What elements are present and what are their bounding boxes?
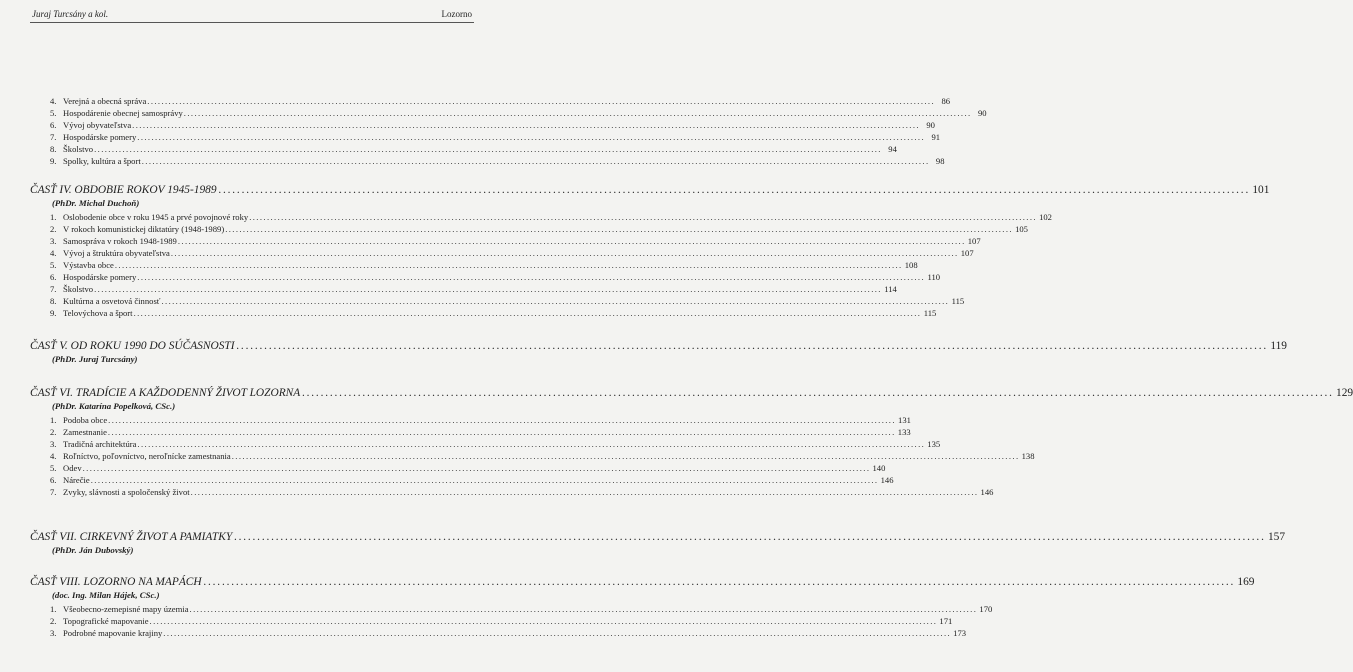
- dot-leader: ..............................................................................................................................................................................................................................: [94, 144, 882, 154]
- entry-number: 7.: [50, 132, 57, 142]
- entry-title: Výstavba obce: [63, 260, 114, 270]
- entry-page-number: 114: [884, 284, 897, 294]
- entry-page-number: 140: [872, 463, 886, 473]
- dot-leader: ..............................................................................................................................................................................................................................: [90, 475, 879, 485]
- part-page-number: 157: [1267, 531, 1286, 543]
- entry-page-number: 107: [960, 248, 974, 258]
- entry-title: Verejná a obecná správa: [63, 96, 147, 106]
- running-head-place: Lozorno: [441, 9, 472, 19]
- entry-page-number: 115: [951, 296, 965, 306]
- entry-title: Tradičná architektúra: [63, 439, 137, 449]
- entry-number: 5.: [50, 260, 57, 270]
- toc-entry: [50, 627, 967, 639]
- part-heading: [30, 339, 1287, 353]
- entry-title: Všeobecno-zemepisné mapy územia: [63, 604, 189, 614]
- dot-leader: ..............................................................................................................................................................................................................................: [107, 427, 896, 437]
- entry-page-number: 173: [953, 628, 967, 638]
- dot-leader: ..............................................................................................................................................................................................................................: [82, 463, 871, 473]
- entry-page-number: 115: [923, 308, 937, 318]
- entry-title: Topografické mapovanie: [63, 616, 149, 626]
- table-of-contents: [30, 95, 1353, 639]
- part-author: (PhDr. Ján Dubovský): [52, 545, 134, 555]
- part-page-number: 169: [1237, 576, 1255, 588]
- entry-number: 2.: [50, 616, 57, 626]
- entry-title: Hospodárenie obecnej samosprávy: [63, 108, 183, 118]
- entry-page-number: 170: [979, 604, 993, 614]
- running-head-author: Juraj Turcsány a kol.: [32, 9, 109, 19]
- entry-number: 6.: [50, 120, 57, 130]
- entry-title: Nárečie: [63, 475, 90, 485]
- toc-entry: [50, 247, 974, 259]
- part-author: (PhDr. Juraj Turcsány): [52, 354, 138, 364]
- toc-entry: [50, 603, 993, 615]
- part-title: ČASŤ IV. OBDOBIE ROKOV 1945-1989: [30, 184, 217, 196]
- toc-entry: [50, 155, 945, 167]
- part-title: ČASŤ VII. CIRKEVNÝ ŽIVOT A PAMIATKY: [30, 531, 233, 543]
- dot-leader: ..............................................................................................................................................................................................................................: [163, 628, 952, 638]
- part-heading: [30, 575, 1255, 589]
- dot-leader: ..............................................................................................................................................................................................................................: [141, 156, 930, 166]
- dot-leader: ..............................................................................................................................................................................................................................: [149, 616, 938, 626]
- part-author: (PhDr. Michal Duchoň): [52, 198, 140, 208]
- dot-leader: ..............................................................................................................................................................................................................................: [133, 308, 922, 318]
- entry-title: Vývoj obyvateľstva: [63, 120, 132, 130]
- entry-title: Školstvo: [63, 284, 94, 294]
- entry-page-number: 105: [1015, 224, 1028, 234]
- entry-title: Zvyky, slávnosti a spoločenský život: [63, 487, 190, 497]
- entry-title: Odev: [63, 463, 82, 473]
- entry-title: Telovýchova a šport: [63, 308, 133, 318]
- entry-number: 3.: [50, 439, 57, 449]
- entry-page-number: 146: [880, 475, 894, 485]
- entry-number: 9.: [50, 308, 57, 318]
- toc-entry: [50, 474, 894, 486]
- dot-leader: ..............................................................................................................................................................................................................................: [190, 487, 979, 497]
- entry-page-number: 94: [888, 144, 897, 154]
- toc-entry: [50, 462, 886, 474]
- toc-entry: [50, 438, 941, 450]
- entry-title: Spolky, kultúra a šport: [63, 156, 141, 166]
- dot-leader: ..............................................................................................................................................................................................................................: [147, 96, 936, 106]
- entry-page-number: 131: [898, 415, 911, 425]
- entry-title: Oslobodenie obce v roku 1945 a prvé povojnové roky: [63, 212, 249, 222]
- toc-entry: [50, 235, 981, 247]
- entry-title: Zamestnanie: [63, 427, 107, 437]
- entry-number: 7.: [50, 284, 57, 294]
- entry-page-number: 86: [941, 96, 951, 106]
- toc-entry: [50, 223, 1028, 235]
- entry-page-number: 90: [926, 120, 935, 130]
- dot-leader: ..............................................................................................................................................................................................................................: [170, 248, 959, 258]
- entry-number: 6.: [50, 475, 57, 485]
- part-title: ČASŤ VI. TRADÍCIE A KAŽDODENNÝ ŽIVOT LOZORNA: [30, 387, 301, 399]
- toc-entry: [50, 615, 953, 627]
- dot-leader: ..............................................................................................................................................................................................................................: [114, 260, 903, 270]
- entry-title: V rokoch komunistickej diktatúry (1948-1989): [63, 224, 225, 234]
- entry-page-number: 90: [977, 108, 987, 118]
- entry-number: 3.: [50, 236, 57, 246]
- part-author: (doc. Ing. Milan Hájek, CSc.): [52, 590, 160, 600]
- entry-number: 1.: [50, 415, 57, 425]
- entry-number: 8.: [50, 296, 57, 306]
- entry-page-number: 108: [904, 260, 918, 270]
- toc-entry: [50, 119, 935, 131]
- toc-entry: [50, 486, 994, 498]
- dot-leader: ..............................................................................................................................................................................................................................: [183, 108, 972, 118]
- dot-leader: ..............................................................................................................................................................................................................................: [137, 132, 926, 142]
- toc-entry: [50, 426, 911, 438]
- dot-leader: ..............................................................................................................................................................................................................................: [234, 531, 1266, 543]
- entry-number: 4.: [50, 248, 57, 258]
- dot-leader: ..............................................................................................................................................................................................................................: [108, 415, 896, 425]
- dot-leader: ..............................................................................................................................................................................................................................: [137, 439, 926, 449]
- entry-page-number: 110: [927, 272, 941, 282]
- dot-leader: ..............................................................................................................................................................................................................................: [177, 236, 966, 246]
- dot-leader: ..............................................................................................................................................................................................................................: [236, 340, 1269, 352]
- entry-page-number: 107: [967, 236, 981, 246]
- entry-page-number: 135: [927, 439, 941, 449]
- entry-title: Podoba obce: [63, 415, 108, 425]
- entry-number: 1.: [50, 212, 57, 222]
- entry-page-number: 91: [931, 132, 941, 142]
- dot-leader: ..............................................................................................................................................................................................................................: [249, 212, 1037, 222]
- part-title: ČASŤ V. OD ROKU 1990 DO SÚČASNOSTI: [30, 340, 235, 352]
- entry-number: 7.: [50, 487, 57, 497]
- entry-number: 6.: [50, 272, 57, 282]
- dot-leader: ..............................................................................................................................................................................................................................: [203, 576, 1236, 588]
- entry-number: 3.: [50, 628, 57, 638]
- entry-title: Školstvo: [63, 144, 94, 154]
- dot-leader: ..............................................................................................................................................................................................................................: [132, 120, 920, 130]
- part-page-number: 101: [1252, 184, 1270, 196]
- dot-leader: ..............................................................................................................................................................................................................................: [137, 272, 926, 282]
- toc-entry: [50, 283, 897, 295]
- entry-number: 5.: [50, 463, 57, 473]
- dot-leader: ..............................................................................................................................................................................................................................: [94, 284, 882, 294]
- entry-number: 1.: [50, 604, 57, 614]
- entry-title: Hospodárske pomery: [63, 132, 137, 142]
- part-heading: [30, 386, 1353, 400]
- entry-number: 4.: [50, 451, 57, 461]
- entry-number: 8.: [50, 144, 57, 154]
- entry-page-number: 171: [939, 616, 953, 626]
- entry-number: 4.: [50, 96, 57, 106]
- entry-title: Podrobné mapovanie krajiny: [63, 628, 163, 638]
- toc-entry: [50, 259, 918, 271]
- toc-entry: [50, 131, 941, 143]
- dot-leader: ..............................................................................................................................................................................................................................: [218, 184, 1251, 196]
- entry-title: Roľníctvo, poľovníctvo, neroľnícke zamestnania: [63, 451, 231, 461]
- toc-entry: [50, 143, 897, 155]
- entry-title: Samospráva v rokoch 1948-1989: [63, 236, 177, 246]
- entry-title: Hospodárske pomery: [63, 272, 137, 282]
- toc-entry: [50, 307, 937, 319]
- entry-page-number: 138: [1021, 451, 1035, 461]
- part-title: ČASŤ VIII. LOZORNO NA MAPÁCH: [30, 576, 202, 588]
- toc-entry: [50, 450, 1035, 462]
- toc-entry: [50, 414, 911, 426]
- entry-number: 2.: [50, 427, 57, 437]
- part-page-number: 129: [1336, 387, 1353, 399]
- toc-entry: [50, 295, 965, 307]
- entry-page-number: 133: [897, 427, 911, 437]
- entry-number: 2.: [50, 224, 57, 234]
- dot-leader: ..............................................................................................................................................................................................................................: [231, 451, 1020, 461]
- toc-entry: [50, 271, 941, 283]
- dot-leader: ..............................................................................................................................................................................................................................: [225, 224, 1013, 234]
- dot-leader: ..............................................................................................................................................................................................................................: [189, 604, 978, 614]
- toc-entry: [50, 211, 1052, 223]
- entry-page-number: 102: [1039, 212, 1052, 222]
- part-heading: [30, 530, 1286, 544]
- dot-leader: ..............................................................................................................................................................................................................................: [161, 296, 950, 306]
- toc-entry: [50, 95, 951, 107]
- part-page-number: 119: [1270, 340, 1287, 352]
- entry-page-number: 98: [935, 156, 945, 166]
- part-author: (PhDr. Katarína Popelková, CSc.): [52, 401, 176, 411]
- dot-leader: ..............................................................................................................................................................................................................................: [302, 387, 1335, 399]
- page-header: [30, 8, 474, 23]
- entry-number: 5.: [50, 108, 57, 118]
- entry-title: Kultúrna a osvetová činnosť: [63, 296, 161, 306]
- entry-title: Vývoj a štruktúra obyvateľstva: [63, 248, 170, 258]
- part-heading: [30, 183, 1270, 197]
- entry-page-number: 146: [980, 487, 994, 497]
- entry-number: 9.: [50, 156, 57, 166]
- toc-entry: [50, 107, 987, 119]
